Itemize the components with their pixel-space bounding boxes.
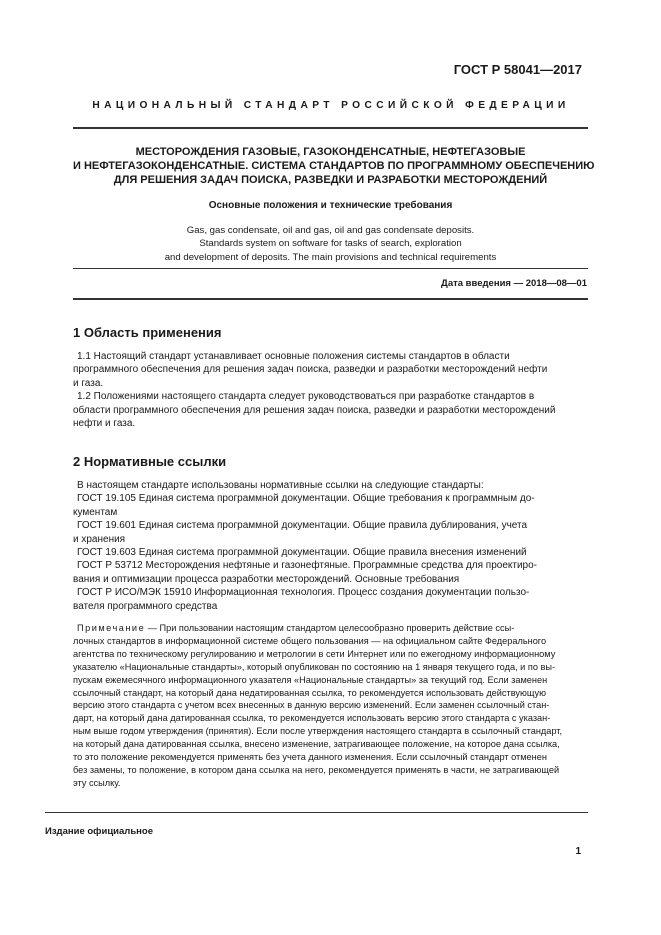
- reference-item: [73, 519, 588, 546]
- english-line: Gas, gas condensate, oil and gas, oil and gas condensate deposits.: [186, 225, 475, 236]
- text-line: ГОСТ 19.601 Единая система программной документации. Общие правила дублирования, учета: [77, 520, 528, 532]
- date-rule: [73, 298, 588, 300]
- text-line: области программного обеспечения для решения задач поиска, разведки и разработки месторождений: [73, 404, 556, 416]
- text-line: ГОСТ Р 53712 Месторождения нефтяные и газонефтяные. Программные средства для проектиро-: [77, 560, 538, 572]
- text-line: вания и оптимизации процесса разработки месторождений. Основные требования: [73, 573, 460, 585]
- note-label: Примечание: [77, 623, 146, 633]
- subtitle: Основные положения и технические требования: [208, 200, 453, 211]
- english-line: and development of deposits. The main provisions and technical requirements: [164, 251, 497, 263]
- title-line: И НЕФТЕГАЗОКОНДЕНСАТНЫЕ. СИСТЕМА СТАНДАРТОВ ПО ПРОГРАММНОМУ ОБЕСПЕЧЕНИЮ: [73, 160, 595, 172]
- reference-item: [73, 586, 588, 613]
- title-line: МЕСТОРОЖДЕНИЯ ГАЗОВЫЕ, ГАЗОКОНДЕНСАТНЫЕ, НЕФТЕГАЗОВЫЕ: [135, 146, 526, 158]
- english-rule: [73, 268, 588, 269]
- note-text: — При пользовании настоящим стандартом целесообразно проверить действие ссы-: [145, 623, 515, 633]
- footer-rule: [45, 812, 588, 813]
- standard-title: НАЦИОНАЛЬНЫЙ СТАНДАРТ РОССИЙСКОЙ ФЕДЕРАЦИИ: [92, 100, 570, 111]
- note-line: указателю «Национальные стандарты», который опубликован по состоянию на 1 января текущего года, и по вы-: [73, 661, 556, 672]
- text-line: 1.1 Настоящий стандарт устанавливает основные положения системы стандартов в области: [77, 351, 510, 362]
- note-line: лочных стандартов в информационной системе общего пользования — на официальном сайте Федерального: [73, 635, 547, 646]
- text-line: 1.2 Положениями настоящего стандарта следует руководствоваться при разработке стандартов в: [77, 391, 535, 403]
- main-title: [73, 145, 595, 187]
- doc-number: ГОСТ Р 58041—2017: [453, 62, 582, 77]
- title-line: ДЛЯ РЕШЕНИЯ ЗАДАЧ ПОИСКА, РАЗВЕДКИ И РАЗРАБОТКИ МЕСТОРОЖДЕНИЙ: [113, 174, 548, 186]
- note-line: [73, 622, 588, 635]
- note-line: без замены, то положение, в котором дана ссылка на него, рекомендуется применять в части, не затрагивающей: [73, 764, 560, 775]
- title-rule: [73, 127, 588, 129]
- text-line: кументам: [73, 506, 118, 518]
- note-line: то это положение рекомендуется применять без учета данного изменения. Если ссылочный стандарт отменен: [73, 752, 547, 763]
- text-line: вателя программного средства: [73, 600, 218, 612]
- text-line: ГОСТ Р ИСО/МЭК 15910 Информационная технология. Процесс создания документации пользо-: [77, 587, 530, 599]
- reference-item: [73, 546, 588, 559]
- note-line: версию этого стандарта с учетом всех внесенных в данную версию изменений. Если заменен ссылочный стан-: [73, 700, 550, 711]
- references-intro: [73, 479, 588, 492]
- text-line: нефти и газа.: [73, 418, 136, 430]
- paragraph-1-1: [73, 350, 588, 390]
- text-line: В настоящем стандарте использованы нормативные ссылки на следующие стандарты:: [77, 480, 484, 491]
- text-line: и газа.: [73, 377, 104, 389]
- edition-label: Издание официальное: [45, 826, 153, 837]
- section-heading: 2 Нормативные ссылки: [73, 454, 227, 469]
- english-line: Standards system on software for tasks of search, exploration: [199, 238, 462, 250]
- section-heading: 1 Область применения: [73, 325, 222, 340]
- english-title: [73, 224, 588, 264]
- note-line: агентства по техническому регулированию и метрологии в сети Интернет или по ежегодному информационному: [73, 648, 556, 659]
- note-line: пускам ежемесячного информационного указателя «Национальные стандарты» за текущий год. Если заменен: [73, 674, 548, 685]
- note-line: эту ссылку.: [73, 777, 121, 788]
- text-line: и хранения: [73, 533, 126, 545]
- page-number: 1: [575, 846, 581, 857]
- note-line: ным выше годом утверждения (принятия). Если после утверждения настоящего стандарта в ссылочный стандарт,: [73, 726, 563, 737]
- reference-item: [73, 492, 588, 519]
- section-references: [73, 454, 588, 613]
- note-line: на который дана датированная ссылка, внесено изменение, затрагивающее положение, на которое дана ссылка,: [73, 739, 560, 750]
- section-scope: [73, 325, 588, 430]
- note-line: ссылочный стандарт, на который дана недатированная ссылка, то рекомендуется использовать действующую: [73, 687, 547, 698]
- text-line: программного обеспечения для решения задач поиска, разведки и разработки месторождений нефти: [73, 364, 548, 376]
- reference-item: [73, 559, 588, 586]
- intro-date: Дата введения — 2018—08—01: [441, 278, 587, 289]
- note-line: дарт, на который дана датированная ссылка, то рекомендуется использовать версию этого стандарта с указан-: [73, 713, 551, 724]
- text-line: ГОСТ 19.105 Единая система программной документации. Общие требования к программным до-: [77, 493, 535, 505]
- text-line: ГОСТ 19.603 Единая система программной документации. Общие правила внесения изменений: [77, 547, 527, 559]
- paragraph-1-2: [73, 390, 588, 430]
- note: [73, 622, 588, 790]
